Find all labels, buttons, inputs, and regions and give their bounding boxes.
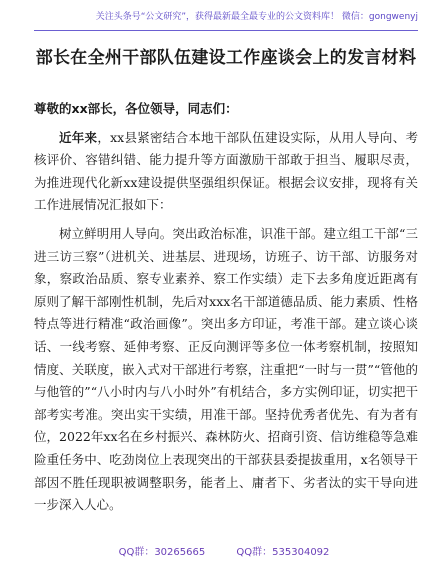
footer bbox=[0, 543, 448, 558]
intro-paragraph bbox=[34, 127, 418, 217]
document-title: 部长在全州干部队伍建设工作座谈会上的发言材料 bbox=[35, 48, 417, 68]
top-banner bbox=[0, 0, 448, 32]
intro-text: ，xx县紧密结合本地干部队伍建设实际，从用人导向、考核评价、容错纠错、能力提升等方面激励干部敢于担当、履职尽责，为推进现代化新xx建设提供坚强组织保证。根据会议安排，现将有关工作进展情况汇报如下： bbox=[34, 129, 418, 213]
document-body bbox=[34, 98, 418, 523]
header-rule bbox=[34, 30, 418, 31]
promo-banner-text: 关注头条号“公文研究”，获得最新最全最专业的公文资料库！ 微信：gongwenyj bbox=[95, 12, 418, 22]
greeting: 尊敬的xx部长，各位领导，同志们： bbox=[34, 101, 238, 116]
intro-lead: 近年来 bbox=[59, 129, 98, 145]
footer-qq-group-1: QQ群：30265665 bbox=[118, 547, 206, 558]
footer-qq-group-2: QQ群：535304092 bbox=[236, 547, 330, 558]
body-paragraph: 树立鲜明用人导向。突出政治标准，识准干部。建立组工干部“三进三访三察”（进机关、进基层、进现场，访班子、访干部、访服务对象，察政治品质、察专业素养、察工作实绩）走下去多角度近距离有原则了解干部刚性机制，先后对xxx名干部道德品质、能力素质、性格特点等进行精准“政治画像”。突出多方印证，考准干部。建立谈心谈话、一线考察、延伸考察、正反向测评等多位一体考察机制，按照知情度、关联度，嵌入式对干部进行考察，注重把“一时与一贯”“管他的与他管的”“八小时内与八小时外”有机结合，多方实例印证，切实把干部考实考准。突出实干实绩，用准干部。坚持优秀者优先、有为者有位，2022年xx名在乡村振兴、森林防火、招商引资、信访维稳等急难险重任务中、吃劲岗位上表现突出的干部获县委提拔重用，x名领导干部因不胜任现职被调整职务，能者上、庸者下、劣者汰的实干导向进一步深入人心。 bbox=[34, 225, 418, 513]
